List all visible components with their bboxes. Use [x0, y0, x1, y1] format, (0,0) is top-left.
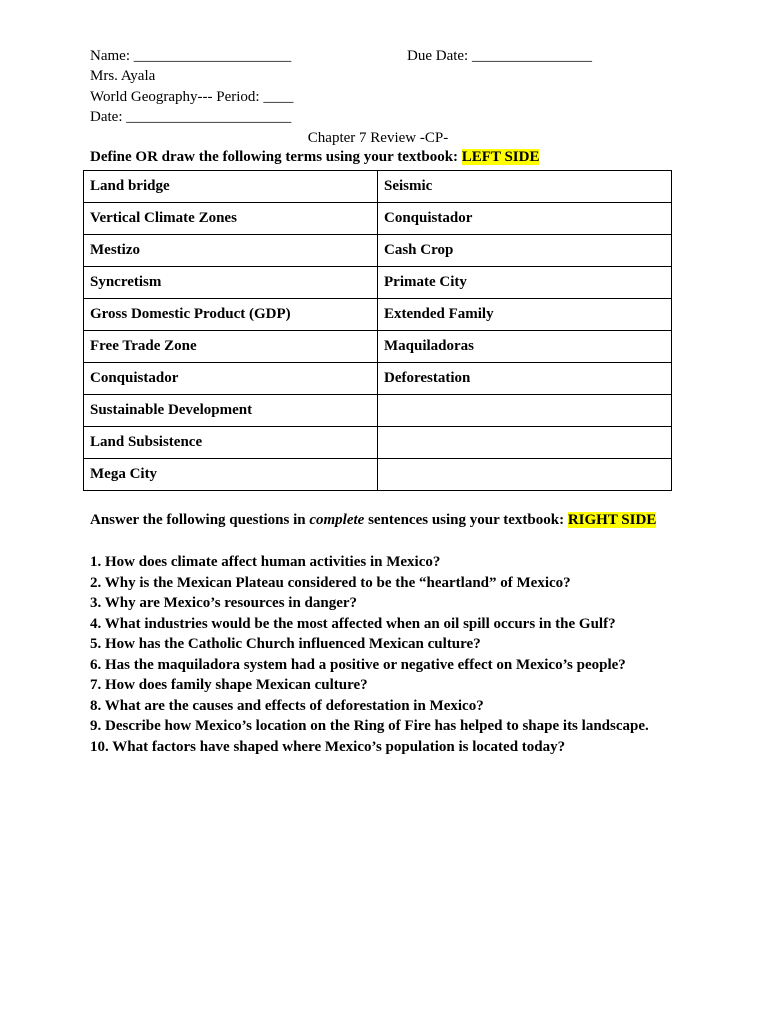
term-cell [378, 395, 672, 427]
term-cell: Primate City [378, 267, 672, 299]
due-date-line: Due Date: ________________ [407, 48, 592, 64]
term-cell: Sustainable Development [84, 395, 378, 427]
term-cell: Land bridge [84, 171, 378, 203]
table-row [84, 235, 672, 267]
term-cell: Conquistador [378, 203, 672, 235]
list-item: 6. Has the maquiladora system had a positive or negative effect on Mexico’s people? [90, 656, 626, 673]
term-cell: Mestizo [84, 235, 378, 267]
list-item: 4. What industries would be the most affected when an oil spill occurs in the Gulf? [90, 615, 616, 632]
term-cell: Deforestation [378, 363, 672, 395]
teacher-name: Mrs. Ayala [90, 68, 156, 84]
list-item: 1. How does climate affect human activities in Mexico? [90, 554, 441, 570]
term-cell: Gross Domestic Product (GDP) [84, 299, 378, 331]
name-line: Name: _____________________ [90, 48, 292, 64]
questions-list [90, 552, 649, 757]
list-item: 9. Describe how Mexico’s location on the Ring of Fire has helped to shape its landscape. [90, 718, 649, 734]
table-row [84, 427, 672, 459]
define-instruction-text: Define OR draw the following terms using your textbook: [90, 149, 462, 165]
term-cell: Land Subsistence [84, 427, 378, 459]
table-row [84, 459, 672, 491]
table-row [84, 331, 672, 363]
table-row [84, 299, 672, 331]
table-row [84, 363, 672, 395]
list-item: 10. What factors have shaped where Mexico’s population is located today? [90, 738, 566, 755]
list-item: 3. Why are Mexico’s resources in danger? [90, 595, 358, 611]
complete-emphasis: complete [309, 512, 365, 528]
term-cell: Extended Family [378, 299, 672, 331]
term-cell: Maquiladoras [378, 331, 672, 363]
term-cell: Mega City [84, 459, 378, 491]
list-item: 5. How has the Catholic Church influenced Mexican culture? [90, 636, 481, 652]
questions-instruction-text-end: sentences using your textbook: [364, 512, 568, 528]
questions-instruction [90, 510, 656, 530]
page-title: Chapter 7 Review -CP- [307, 130, 449, 146]
left-side-highlight: LEFT SIDE [461, 149, 540, 165]
term-cell: Syncretism [84, 267, 378, 299]
right-side-highlight: RIGHT SIDE [567, 512, 657, 528]
term-cell: Vertical Climate Zones [84, 203, 378, 235]
term-cell: Seismic [378, 171, 672, 203]
term-cell: Cash Crop [378, 235, 672, 267]
list-item: 8. What are the causes and effects of deforestation in Mexico? [90, 697, 484, 714]
term-cell [378, 459, 672, 491]
term-cell [378, 427, 672, 459]
date-line: Date: ______________________ [90, 109, 292, 125]
define-instruction [90, 147, 539, 167]
list-item: 2. Why is the Mexican Plateau considered to be the “heartland” of Mexico? [90, 574, 571, 591]
course-period-line: World Geography--- Period: ____ [90, 89, 294, 105]
table-row [84, 267, 672, 299]
terms-table [83, 170, 672, 491]
table-row [84, 395, 672, 427]
term-cell: Free Trade Zone [84, 331, 378, 363]
list-item: 7. How does family shape Mexican culture? [90, 677, 368, 693]
table-row [84, 203, 672, 235]
questions-instruction-text: Answer the following questions in [90, 512, 310, 528]
table-row [84, 171, 672, 203]
term-cell: Conquistador [84, 363, 378, 395]
